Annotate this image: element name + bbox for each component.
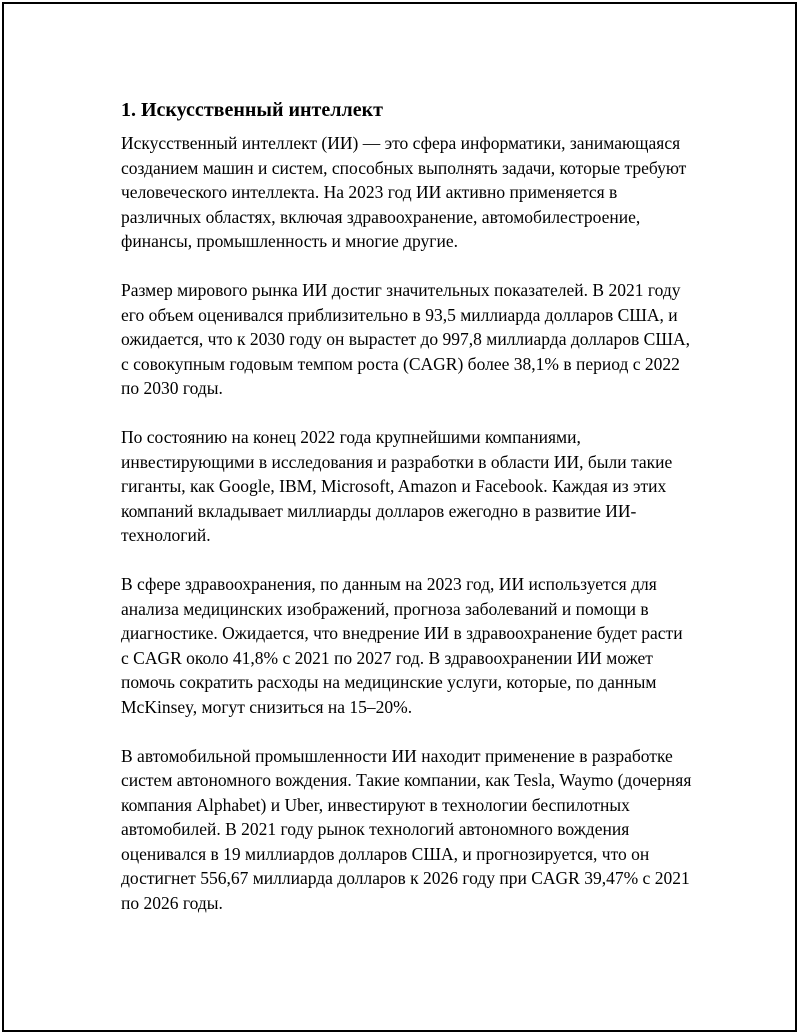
paragraph-healthcare: В сфере здравоохранения, по данным на 2023 год, ИИ используется для анализа медицинских изображений, прогноза заболеваний и помощи в диагностике. Ожидается, что внедрение ИИ в здравоохранение будет расти с CAGR около 41,8% с 2021 по 2027 год. В здравоохранении ИИ может помочь сократить расходы на медицинские услуги, которые, по данным McKinsey, могут снизиться на 15–20%. — [121, 574, 683, 717]
paragraph-ai-definition: Искусственный интеллект (ИИ) — это сфера информатики, занимающаяся созданием машин и систем, способных выполнять задачи, которые требуют человеческого интеллекта. На 2023 год ИИ активно применяется в различных областях, включая здравоохранение, автомобилестроение, финансы, промышленность и многие другие. — [121, 133, 687, 251]
paragraph-companies: По состоянию на конец 2022 года крупнейшими компаниями, инвестирующими в исследования и разработки в области ИИ, были такие гиганты, как Google, IBM, Microsoft, Amazon и Facebook. Каждая из этих компаний вкладывает миллиарды долларов ежегодно в развитие ИИ-технологий. — [121, 427, 673, 545]
section-heading: 1. Искусственный интеллект — [121, 99, 383, 121]
paragraph-market-size: Размер мирового рынка ИИ достиг значительных показателей. В 2021 году его объем оценивался приблизительно в 93,5 миллиарда долларов США, и ожидается, что к 2030 году он вырастет до 997,8 миллиарда долларов США, с совокупным годовым темпом роста (CAGR) более 38,1% в период с 2022 по 2030 годы. — [121, 280, 690, 398]
document-body — [121, 97, 693, 940]
paragraph-automotive: В автомобильной промышленности ИИ находит применение в разработке систем автономного вождения. Такие компании, как Tesla, Waymo (дочерняя компания Alphabet) и Uber, инвестируют в технологии беспилотных автомобилей. В 2021 году рынок технологий автономного вождения оценивался в 19 миллиардов долларов США, и прогнозируется, что он достигнет 556,67 миллиарда долларов к 2026 году при CAGR 39,47% с 2021 по 2026 годы. — [121, 745, 692, 913]
document-page — [2, 2, 797, 1032]
